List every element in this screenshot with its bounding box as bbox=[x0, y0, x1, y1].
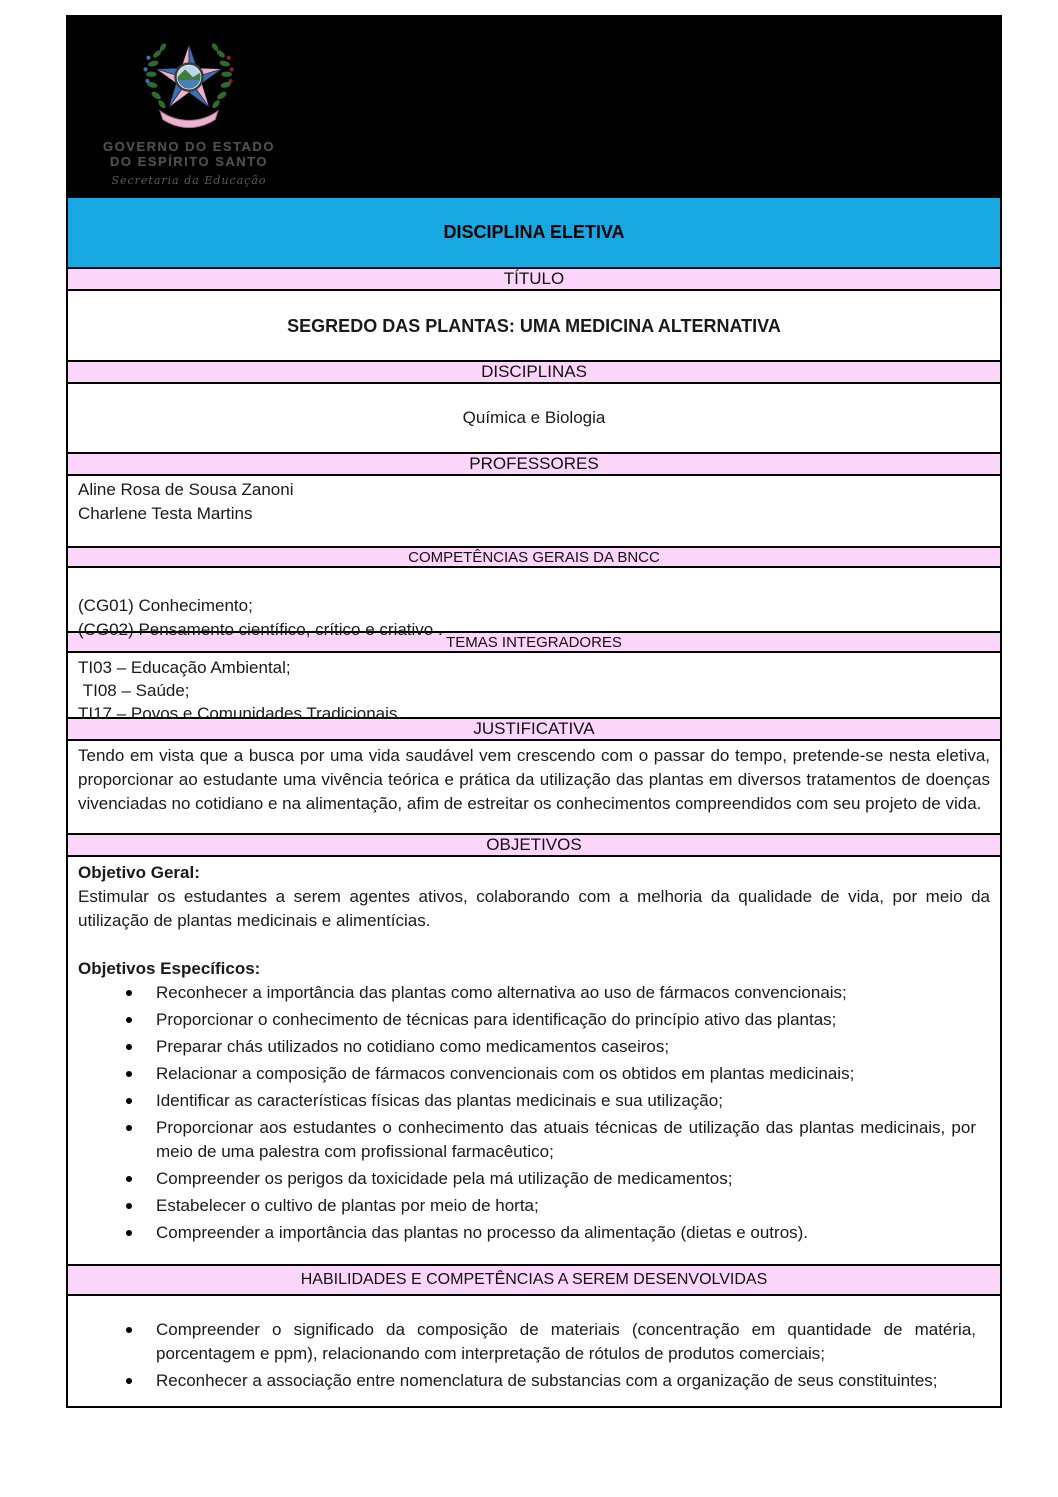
bullet-icon bbox=[126, 1017, 132, 1023]
list-item: Reconhecer a importância das plantas como alternativa ao uso de fármacos convencionais; bbox=[78, 981, 990, 1005]
espirito-santo-state-seal-icon bbox=[131, 21, 247, 139]
bullet-icon bbox=[126, 1125, 132, 1131]
tema-item: TI17 – Povos e Comunidades Tradicionais. bbox=[78, 704, 403, 723]
list-item: Proporcionar o conhecimento de técnicas para identificação do princípio ativo das plantas; bbox=[78, 1008, 990, 1032]
section-header-disciplinas bbox=[68, 362, 1000, 384]
list-item: Estabelecer o cultivo de plantas por meio de horta; bbox=[78, 1194, 990, 1218]
objetivos-label: OBJETIVOS bbox=[486, 835, 582, 854]
competencias-label: COMPETÊNCIAS GERAIS DA BNCC bbox=[408, 548, 660, 566]
list-item: Reconhecer a associação entre nomenclatura de substancias com a organização de seus constituintes; bbox=[78, 1369, 990, 1393]
list-item: Compreender a importância das plantas no processo da alimentação (dietas e outros). bbox=[78, 1221, 990, 1245]
professores-cell bbox=[68, 476, 1000, 548]
section-header-habilidades bbox=[68, 1266, 1000, 1296]
habilidades-cell bbox=[68, 1296, 1000, 1406]
habilidades-list bbox=[78, 1318, 990, 1393]
bullet-icon bbox=[126, 1327, 132, 1333]
competencia-item: (CG02) Pensamento científico, crítico e criativo . bbox=[78, 620, 443, 639]
professor-name: Charlene Testa Martins bbox=[78, 504, 253, 523]
bullet-icon bbox=[126, 1230, 132, 1236]
objetivos-cell bbox=[68, 857, 1000, 1266]
org-name-line2: DO ESPÍRITO SANTO bbox=[110, 154, 268, 169]
disciplinas-label: DISCIPLINAS bbox=[481, 362, 587, 381]
main-banner bbox=[68, 198, 1000, 269]
titulo-value: SEGREDO DAS PLANTAS: UMA MEDICINA ALTERNATIVA bbox=[287, 315, 781, 336]
professores-label: PROFESSORES bbox=[469, 454, 599, 473]
bullet-icon bbox=[126, 1378, 132, 1384]
competencia-item: (CG01) Conhecimento; bbox=[78, 596, 253, 615]
disciplinas-value-cell bbox=[68, 384, 1000, 454]
objetivo-geral-heading: Objetivo Geral: bbox=[78, 863, 200, 882]
bullet-icon bbox=[126, 1203, 132, 1209]
section-header-competencias bbox=[68, 548, 1000, 568]
org-name-line1: GOVERNO DO ESTADO bbox=[103, 139, 275, 154]
section-header-titulo bbox=[68, 269, 1000, 291]
competencias-cell bbox=[68, 568, 1000, 639]
section-header-professores bbox=[68, 454, 1000, 476]
list-item: Preparar chás utilizados no cotidiano como medicamentos caseiros; bbox=[78, 1035, 990, 1059]
discipline-form-table bbox=[66, 196, 1002, 1408]
bullet-icon bbox=[126, 1044, 132, 1050]
document-letterhead bbox=[66, 15, 1002, 196]
section-header-objetivos bbox=[68, 835, 1000, 857]
titulo-value-cell bbox=[68, 291, 1000, 362]
tema-item: TI08 – Saúde; bbox=[78, 681, 190, 700]
temas-cell bbox=[68, 653, 1000, 723]
titulo-label: TÍTULO bbox=[503, 269, 565, 288]
bullet-icon bbox=[126, 1176, 132, 1182]
professor-name: Aline Rosa de Sousa Zanoni bbox=[78, 480, 294, 499]
justificativa-cell bbox=[68, 741, 1000, 835]
bullet-icon bbox=[126, 990, 132, 996]
list-item: Relacionar a composição de fármacos convencionais com os obtidos em plantas medicinais; bbox=[78, 1062, 990, 1086]
justificativa-text: Tendo em vista que a busca por uma vida saudável vem crescendo com o passar do tempo, pretende-se nesta eletiva, proporcionar ao estudante uma vivência teórica e prática da utilização das plantas em diversos tratamentos de doenças vivenciadas no cotidiano e na alimentação, afim de estreitar os conhecimentos compreendidos com seu projeto de vida. bbox=[78, 746, 990, 813]
spacer bbox=[78, 933, 990, 957]
objetivo-geral-text: Estimular os estudantes a serem agentes ativos, colaborando com a melhoria da qualidade de vida, por meio da utilização de plantas medicinais e alimentícias. bbox=[78, 887, 990, 930]
bullet-icon bbox=[126, 1098, 132, 1104]
list-item: Compreender os perigos da toxicidade pela má utilização de medicamentos; bbox=[78, 1167, 990, 1191]
main-banner-label: DISCIPLINA ELETIVA bbox=[443, 222, 625, 242]
temas-label: TEMAS INTEGRADORES bbox=[446, 633, 622, 651]
habilidades-label: HABILIDADES E COMPETÊNCIAS A SEREM DESENVOLVIDAS bbox=[300, 1271, 768, 1288]
justificativa-label: JUSTIFICATIVA bbox=[473, 719, 595, 738]
bullet-icon bbox=[126, 1071, 132, 1077]
disciplinas-value: Química e Biologia bbox=[462, 408, 606, 427]
list-item: Identificar as características físicas das plantas medicinais e sua utilização; bbox=[78, 1089, 990, 1113]
objetivos-especificos-list bbox=[78, 981, 990, 1245]
government-logo bbox=[84, 21, 294, 187]
objetivos-especificos-heading: Objetivos Específicos: bbox=[78, 959, 261, 978]
org-subtitle: Secretaria da Educação bbox=[111, 174, 267, 187]
list-item: Proporcionar aos estudantes o conhecimento das atuais técnicas de utilização das plantas medicinais, por meio de uma palestra com profissional farmacêutico; bbox=[78, 1116, 990, 1164]
list-item: Compreender o significado da composição de materiais (concentração em quantidade de matéria, porcentagem e ppm), relacionando com interpretação de rótulos de produtos comerciais; bbox=[78, 1318, 990, 1366]
tema-item: TI03 – Educação Ambiental; bbox=[78, 658, 291, 677]
